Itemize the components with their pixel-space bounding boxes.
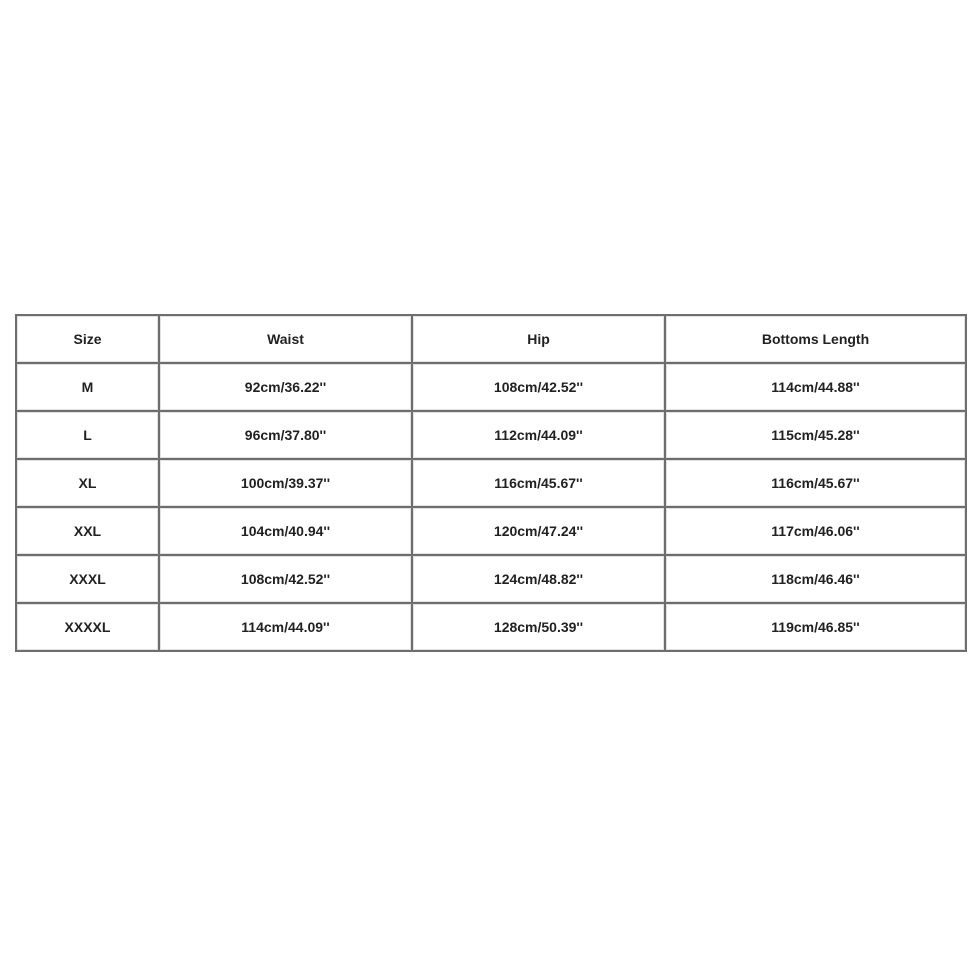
- table-row: [16, 507, 966, 555]
- bottoms-length-cell: 119cm/46.85'': [665, 603, 966, 651]
- bottoms-length-cell: 117cm/46.06'': [665, 507, 966, 555]
- hip-cell: 124cm/48.82'': [412, 555, 665, 603]
- bottoms-length-cell: 116cm/45.67'': [665, 459, 966, 507]
- size-cell: XXL: [16, 507, 159, 555]
- hip-cell: 108cm/42.52'': [412, 363, 665, 411]
- waist-cell: 96cm/37.80'': [159, 411, 412, 459]
- hip-cell: 112cm/44.09'': [412, 411, 665, 459]
- hip-cell: 120cm/47.24'': [412, 507, 665, 555]
- size-cell: XXXL: [16, 555, 159, 603]
- waist-cell: 100cm/39.37'': [159, 459, 412, 507]
- header-bottoms-length: Bottoms Length: [665, 315, 966, 363]
- hip-cell: 128cm/50.39'': [412, 603, 665, 651]
- header-hip: Hip: [412, 315, 665, 363]
- table-row: [16, 363, 966, 411]
- bottoms-length-cell: 115cm/45.28'': [665, 411, 966, 459]
- size-chart-table: [15, 314, 967, 652]
- size-cell: M: [16, 363, 159, 411]
- size-cell: XXXXL: [16, 603, 159, 651]
- size-cell: XL: [16, 459, 159, 507]
- waist-cell: 92cm/36.22'': [159, 363, 412, 411]
- header-waist: Waist: [159, 315, 412, 363]
- waist-cell: 108cm/42.52'': [159, 555, 412, 603]
- size-cell: L: [16, 411, 159, 459]
- bottoms-length-cell: 118cm/46.46'': [665, 555, 966, 603]
- waist-cell: 114cm/44.09'': [159, 603, 412, 651]
- waist-cell: 104cm/40.94'': [159, 507, 412, 555]
- hip-cell: 116cm/45.67'': [412, 459, 665, 507]
- bottoms-length-cell: 114cm/44.88'': [665, 363, 966, 411]
- header-size: Size: [16, 315, 159, 363]
- table-header-row: [16, 315, 966, 363]
- table-row: [16, 603, 966, 651]
- table-row: [16, 459, 966, 507]
- table-row: [16, 555, 966, 603]
- table-row: [16, 411, 966, 459]
